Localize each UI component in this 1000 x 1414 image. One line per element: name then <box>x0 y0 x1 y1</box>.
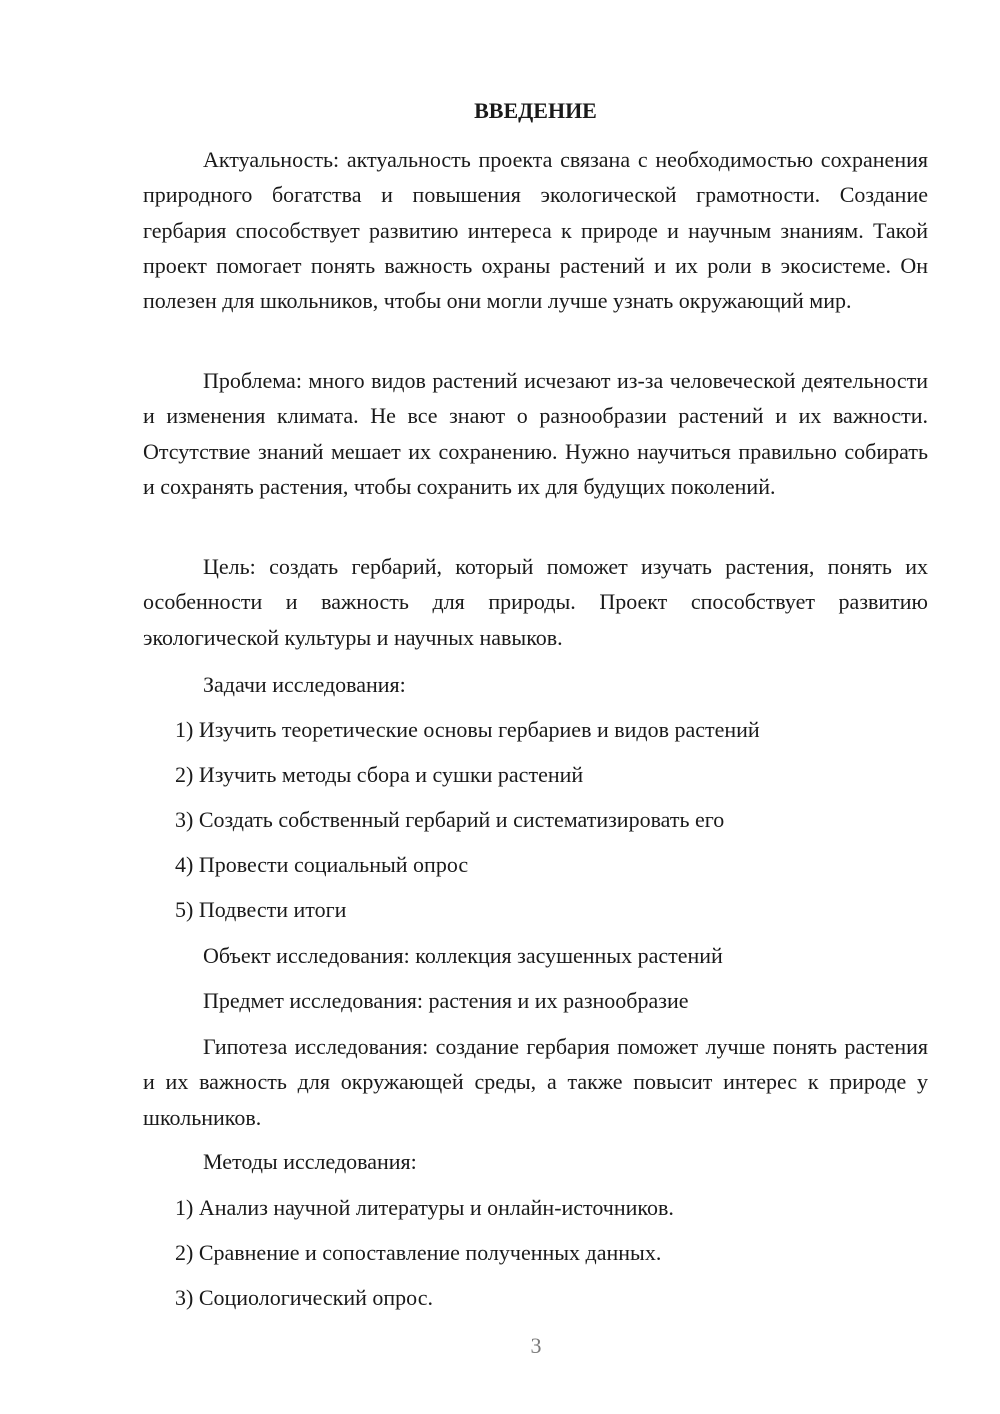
task-item: 5) Подвести итоги <box>175 897 347 922</box>
task-item: 3) Создать собственный гербарий и систематизировать его <box>175 807 725 832</box>
page-title: ВВЕДЕНИЕ <box>474 98 597 123</box>
paragraph-subject: Предмет исследования: растения и их разнообразие <box>203 988 689 1013</box>
page-number: 3 <box>530 1333 542 1358</box>
method-item: 1) Анализ научной литературы и онлайн-источников. <box>175 1195 674 1220</box>
task-item: 4) Провести социальный опрос <box>175 852 469 877</box>
task-item: 1) Изучить теоретические основы гербариев и видов растений <box>175 717 760 742</box>
paragraph-problem: Проблема: много видов растений исчезают из-за человеческой деятельности и изменения климата. Не все знают о разнообразии растений и их важности. Отсутствие знаний мешает их сохранению. Нужно научиться правильно собирать и сохранять растения, чтобы сохранить их для будущих поколений. <box>143 368 928 499</box>
methods-heading: Методы исследования: <box>203 1149 417 1174</box>
method-item: 3) Социологический опрос. <box>175 1285 433 1310</box>
tasks-heading: Задачи исследования: <box>203 672 406 697</box>
method-item: 2) Сравнение и сопоставление полученных данных. <box>175 1240 662 1265</box>
paragraph-hypothesis: Гипотеза исследования: создание гербария поможет лучше понять растения и их важность для окружающей среды, а также повысит интерес к природе у школьников. <box>143 1034 928 1130</box>
paragraph-goal: Цель: создать гербарий, который поможет изучать растения, понять их особенности и важность для природы. Проект способствует развитию экологической культуры и научных навыков. <box>143 554 928 650</box>
task-item: 2) Изучить методы сбора и сушки растений <box>175 762 584 787</box>
paragraph-relevance: Актуальность: актуальность проекта связана с необходимостью сохранения природного богатства и повышения экологической грамотности. Создание гербария способствует развитию интереса к природе и научным знаниям. Такой проект помогает понять важность охраны растений и их роли в экосистеме. Он полезен для школьников, чтобы они могли лучше узнать окружающий мир. <box>143 147 928 314</box>
paragraph-object: Объект исследования: коллекция засушенных растений <box>203 943 723 968</box>
